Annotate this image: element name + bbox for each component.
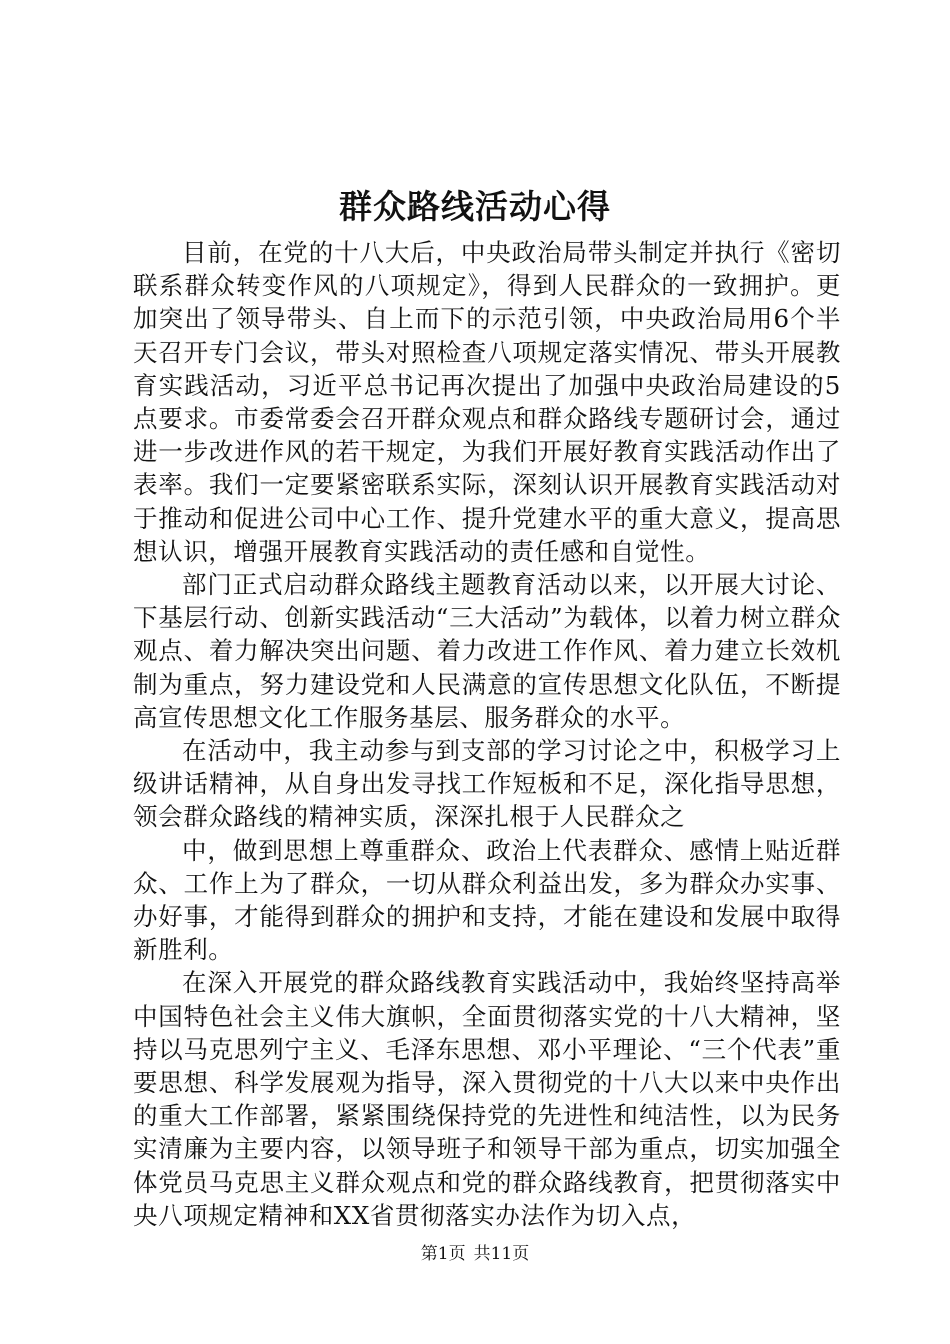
paragraph-4: 中，做到思想上尊重群众、政治上代表群众、感情上贴近群众、工作上为了群众，一切从群众利益出发，多为群众办实事、办好事，才能得到群众的拥护和支持，才能在建设和发展中取得新胜利。 — [133, 835, 841, 965]
document-title: 群众路线活动心得 — [339, 187, 611, 226]
page-number-total: 共11页 — [473, 1244, 530, 1264]
paragraph-2: 部门正式启动群众路线主题教育活动以来，以开展大讨论、下基层行动、创新实践活动“三大活动”为载体，以着力树立群众观点、着力解决突出问题、着力改进工作作风、着力建立长效机制为重点，努力建设党和人民满意的宣传思想文化队伍，不断提高宣传思想文化工作服务基层、服务群众的水平。 — [133, 570, 841, 732]
page-footer — [0, 1242, 950, 1266]
paragraph-3: 在活动中，我主动参与到支部的学习讨论之中，积极学习上级讲话精神，从自身出发寻找工作短板和不足，深化指导思想，领会群众路线的精神实质，深深扎根于人民群众之 — [133, 736, 841, 832]
paragraph-1: 目前，在党的十八大后，中央政治局带头制定并执行《密切联系群众转变作风的八项规定》，得到人民群众的一致拥护。更加突出了领导带头、自上而下的示范引领，中央政治局用6个半天召开专门会议，带头对照检查八项规定落实情况、带头开展教育实践活动，习近平总书记再次提出了加强中央政治局建设的5点要求。市委常委会召开群众观点和群众路线专题研讨会，通过进一步改进作风的若干规定，为我们开展好教育实践活动作出了表率。我们一定要紧密联系实际，深刻认识开展教育实践活动对于推动和促进公司中心工作、提升党建水平的重大意义，提高思想认识，增强开展教育实践活动的责任感和自觉性。 — [133, 238, 841, 566]
document-body — [133, 236, 841, 1232]
page-number-current: 第1页 — [420, 1244, 466, 1264]
paragraph-5: 在深入开展党的群众路线教育实践活动中，我始终坚持高举中国特色社会主义伟大旗帜，全面贯彻落实党的十八大精神，坚持以马克思列宁主义、毛泽东思想、邓小平理论、“三个代表”重要思想、科学发展观为指导，深入贯彻党的十八大以来中央作出的重大工作部署，紧紧围绕保持党的先进性和纯洁性，以为民务实清廉为主要内容，以领导班子和领导干部为重点，切实加强全体党员马克思主义群众观点和党的群众路线教育，把贯彻落实中央八项规定精神和XX省贯彻落实办法作为切入点， — [133, 968, 841, 1230]
